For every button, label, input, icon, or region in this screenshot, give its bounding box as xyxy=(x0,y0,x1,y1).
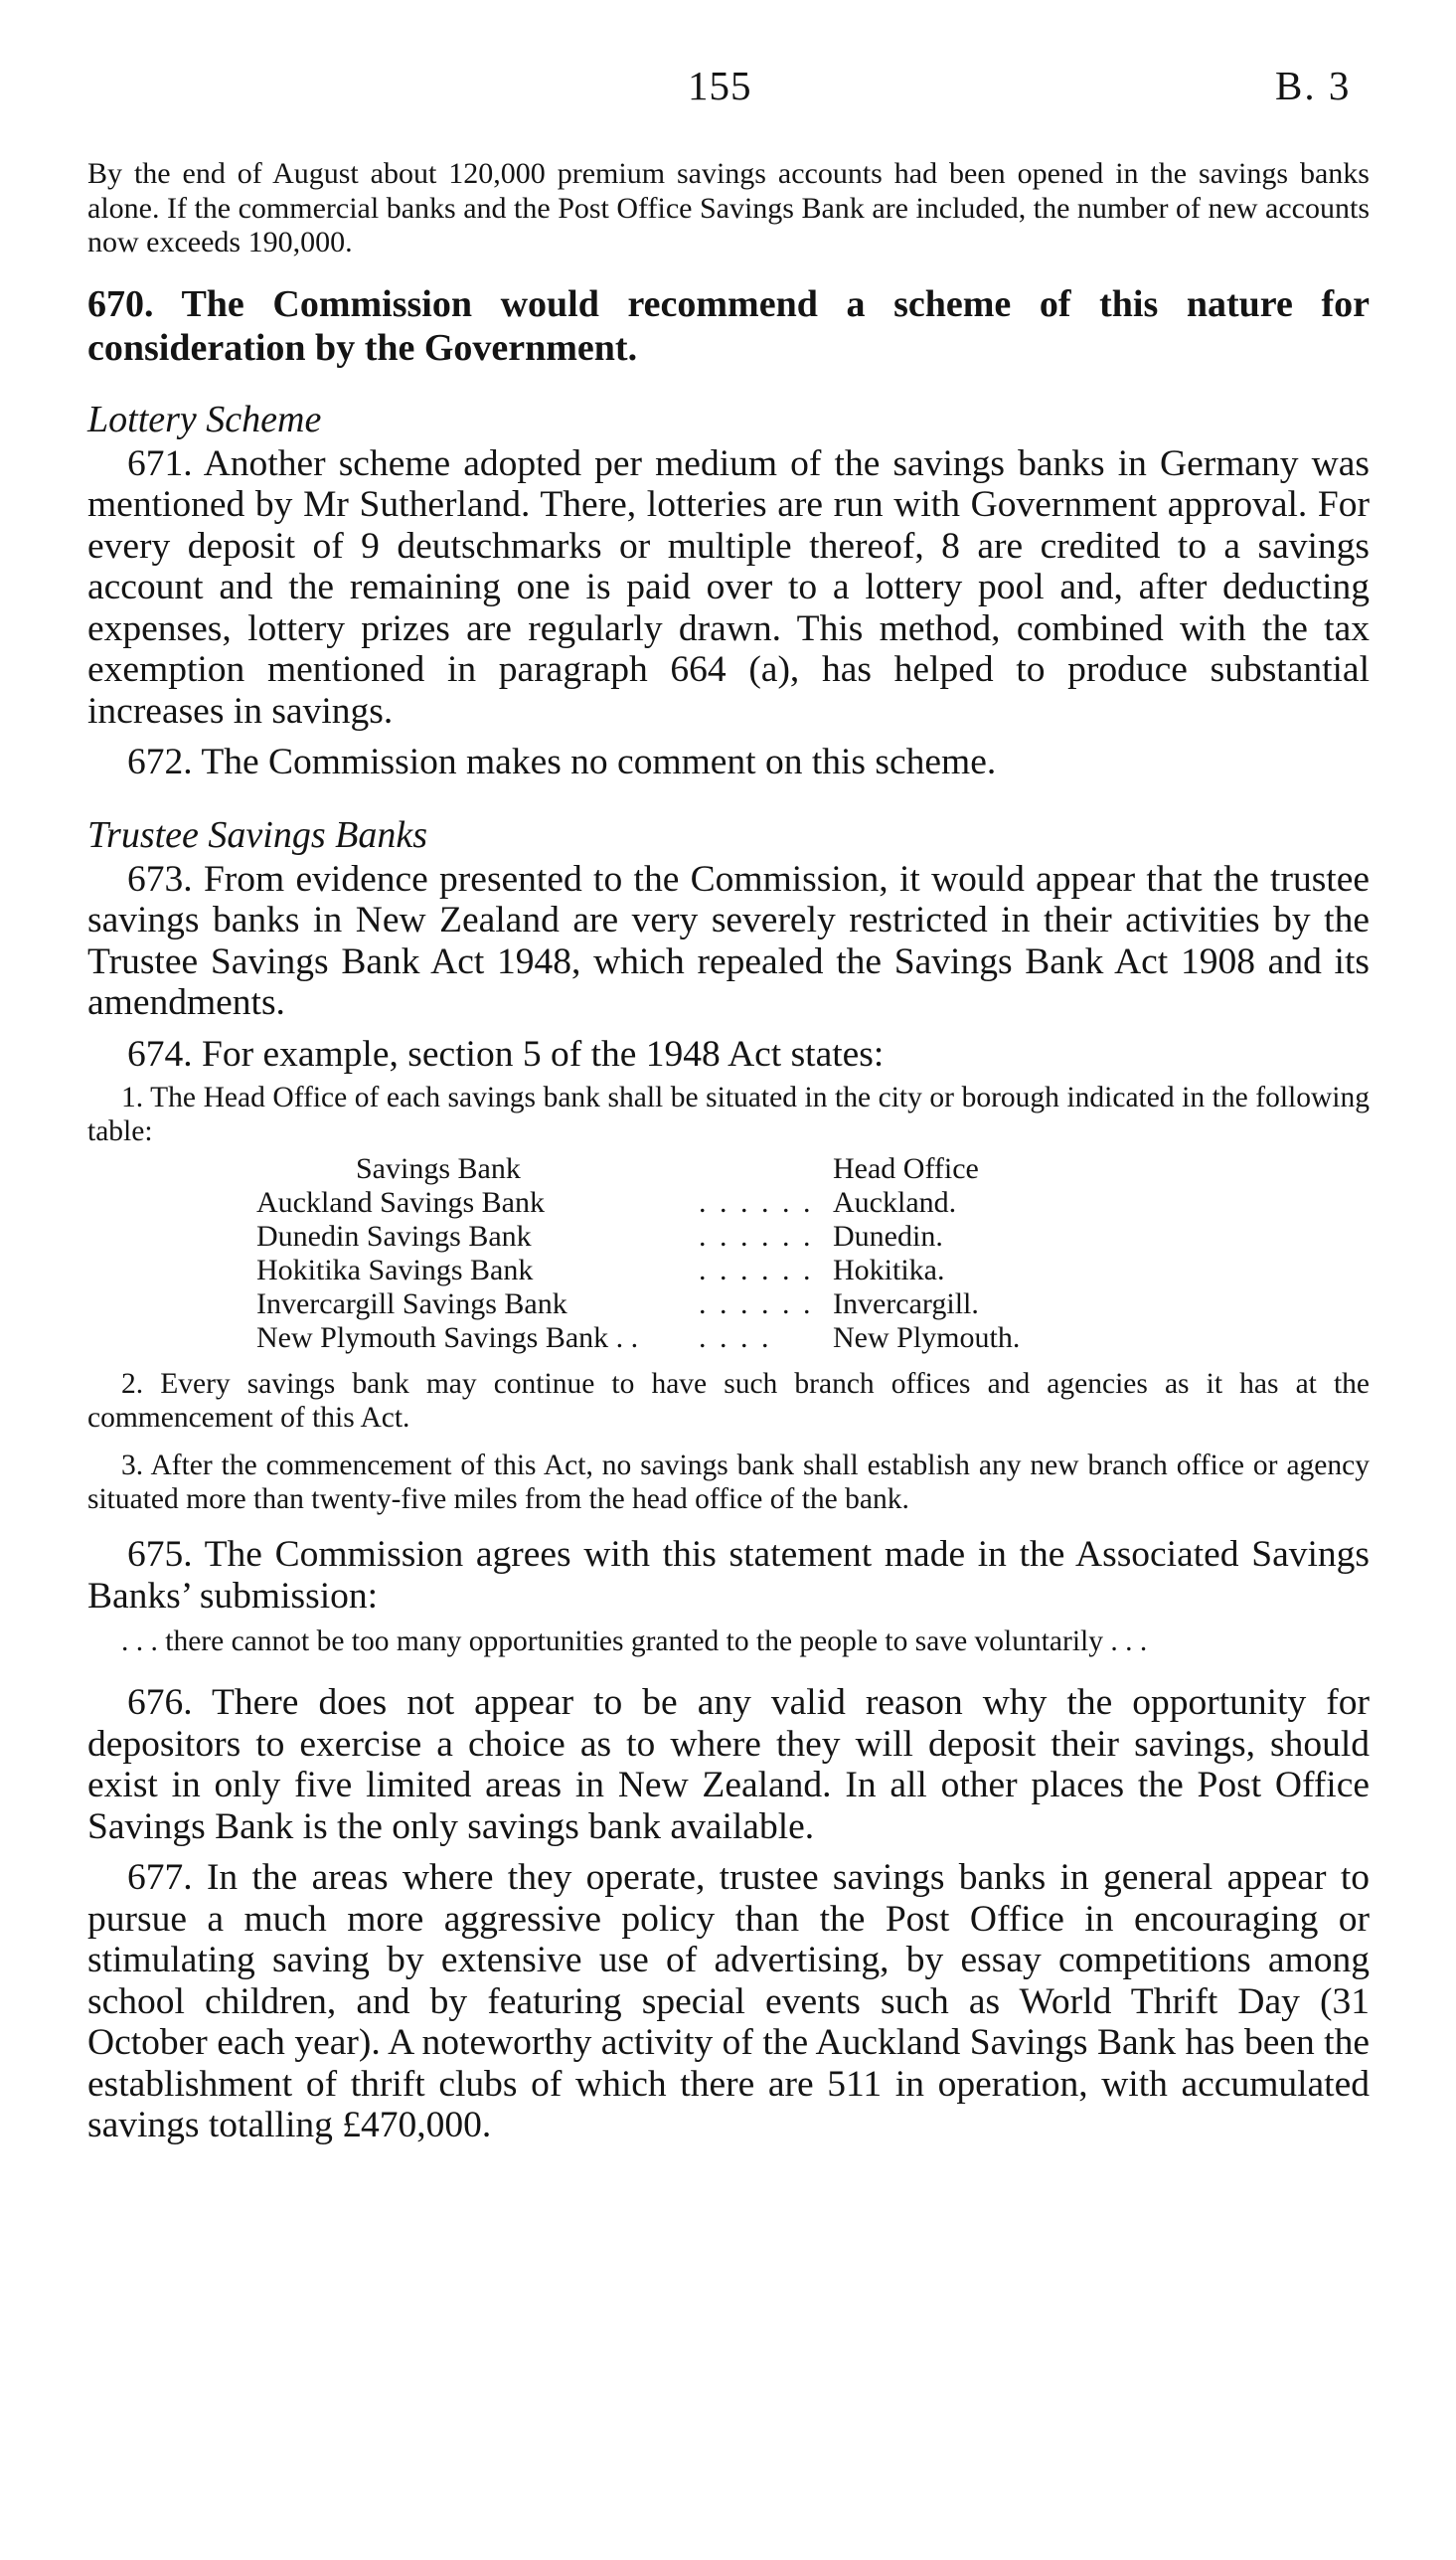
quoted-submission: . . . there cannot be too many opportunities granted to the people to save voluntarily . . . xyxy=(121,1625,1148,1657)
paragraph-text: Another scheme adopted per medium of the savings banks in Germany was mentioned by Mr Sutherland. There, lotteries are run with Government approval. For every deposit of 9 deutschmarks or multiple thereof, 8 are credited to a savings account and the remaining one is paid over to a lottery pool and, after deducting expenses, lottery prizes are regularly drawn. This method, combined with the tax exemption mentioned in paragraph 664 (a), has helped to produce substantial increases in savings. xyxy=(87,442,1370,732)
paragraph-672 xyxy=(87,742,1370,783)
paragraph-text: For example, section 5 of the 1948 Act states: xyxy=(202,1033,885,1075)
paragraph-674 xyxy=(87,1034,1370,1076)
dot-leader: . . . . . . xyxy=(699,1220,814,1253)
savings-bank-table xyxy=(256,1152,1020,1355)
paragraph-text: The Commission would recommend a scheme of this nature for consideration by the Government. xyxy=(87,282,1370,369)
table-row xyxy=(256,1186,1020,1220)
paragraph-text: There does not appear to be any valid reason why the opportunity for depositors to exercise a choice as to where they will deposit their savings, should exist in only five limited areas in New Zealand. In all other places the Post Office Savings Bank is the only savings bank available. xyxy=(87,1682,1370,1847)
paragraph-text: The Commission agrees with this statement made in the Associated Savings Banks’ submission: xyxy=(87,1534,1370,1617)
paragraph-671 xyxy=(87,443,1370,733)
paragraph-number: 670. xyxy=(87,282,154,325)
column-header-savings-bank: Savings Bank xyxy=(356,1152,521,1185)
head-office: Invercargill. xyxy=(833,1287,979,1320)
head-office: Auckland. xyxy=(833,1186,957,1219)
head-office: Dunedin. xyxy=(833,1220,943,1253)
bank-name: Invercargill Savings Bank xyxy=(256,1287,567,1320)
paragraph-676 xyxy=(87,1682,1370,1847)
head-office: New Plymouth. xyxy=(833,1321,1021,1354)
intro-paragraph: By the end of August about 120,000 premium savings accounts had been opened in the savings banks alone. If the commercial banks and the Post Office Savings Bank are included, the number of new accounts now exceeds 190,000. xyxy=(87,157,1370,258)
paragraph-number: 671. xyxy=(127,442,193,484)
paragraph-number: 675. xyxy=(127,1534,193,1575)
page-header xyxy=(0,62,1456,121)
paragraph-673 xyxy=(87,859,1370,1024)
bank-name: New Plymouth Savings Bank . . xyxy=(256,1321,639,1354)
statute-clause-2: 2. Every savings bank may continue to have such branch offices and agencies as it has at the commencement of this Act. xyxy=(87,1368,1370,1434)
table-row xyxy=(256,1220,1020,1254)
table-row xyxy=(256,1254,1020,1287)
bank-name: Dunedin Savings Bank xyxy=(256,1220,532,1253)
paragraph-text: From evidence presented to the Commission, it would appear that the trustee savings banks in New Zealand are very severely restricted in their activities by the Trustee Savings Bank Act 1948, which repealed the Savings Bank Act 1908 and its amendments. xyxy=(87,858,1370,1023)
paragraph-number: 677. xyxy=(127,1857,193,1898)
statute-clause-1: 1. The Head Office of each savings bank shall be situated in the city or borough indicated in the following table: xyxy=(87,1082,1370,1147)
dot-leader: . . . . xyxy=(699,1321,772,1354)
paragraph-number: 673. xyxy=(127,858,193,900)
dot-leader: . . . . . . xyxy=(699,1254,814,1286)
bank-name: Hokitika Savings Bank xyxy=(256,1254,534,1286)
section-heading-trustee-savings-banks: Trustee Savings Banks xyxy=(87,813,427,856)
paragraph-text: The Commission makes no comment on this scheme. xyxy=(201,742,997,782)
paragraph-675 xyxy=(87,1534,1370,1617)
paragraph-670 xyxy=(87,282,1370,370)
paragraph-number: 676. xyxy=(127,1682,193,1723)
head-office: Hokitika. xyxy=(833,1254,945,1286)
column-header-head-office: Head Office xyxy=(833,1152,979,1185)
table-header-row xyxy=(256,1152,1020,1186)
column-header-spacer xyxy=(699,1152,833,1186)
paragraph-677 xyxy=(87,1857,1370,2146)
page-number: 155 xyxy=(688,63,752,108)
table-row xyxy=(256,1287,1020,1321)
paragraph-number: 674. xyxy=(127,1033,193,1075)
page-body xyxy=(87,157,1370,2146)
section-heading-lottery-scheme: Lottery Scheme xyxy=(87,398,322,440)
statute-clause-3: 3. After the commencement of this Act, no savings bank shall establish any new branch office or agency situated more than twenty-five miles from the head office of the bank. xyxy=(87,1450,1370,1515)
dot-leader: . . . . . . xyxy=(699,1186,814,1219)
paragraph-number: 672. xyxy=(127,742,193,782)
document-reference: B. 3 xyxy=(1275,63,1352,108)
bank-name: Auckland Savings Bank xyxy=(256,1186,545,1219)
dot-leader: . . . . . . xyxy=(699,1287,814,1320)
paragraph-text: In the areas where they operate, trustee savings banks in general appear to pursue a much more aggressive policy than the Post Office in encouraging or stimulating saving by extensive use of advertising, by essay competitions among school children, and by featuring special events such as World Thrift Day (31 October each year). A noteworthy activity of the Auckland Savings Bank has been the establishment of thrift clubs of which there are 511 in operation, with accumulated savings totalling £470,000. xyxy=(87,1857,1371,2145)
table-row xyxy=(256,1321,1020,1355)
